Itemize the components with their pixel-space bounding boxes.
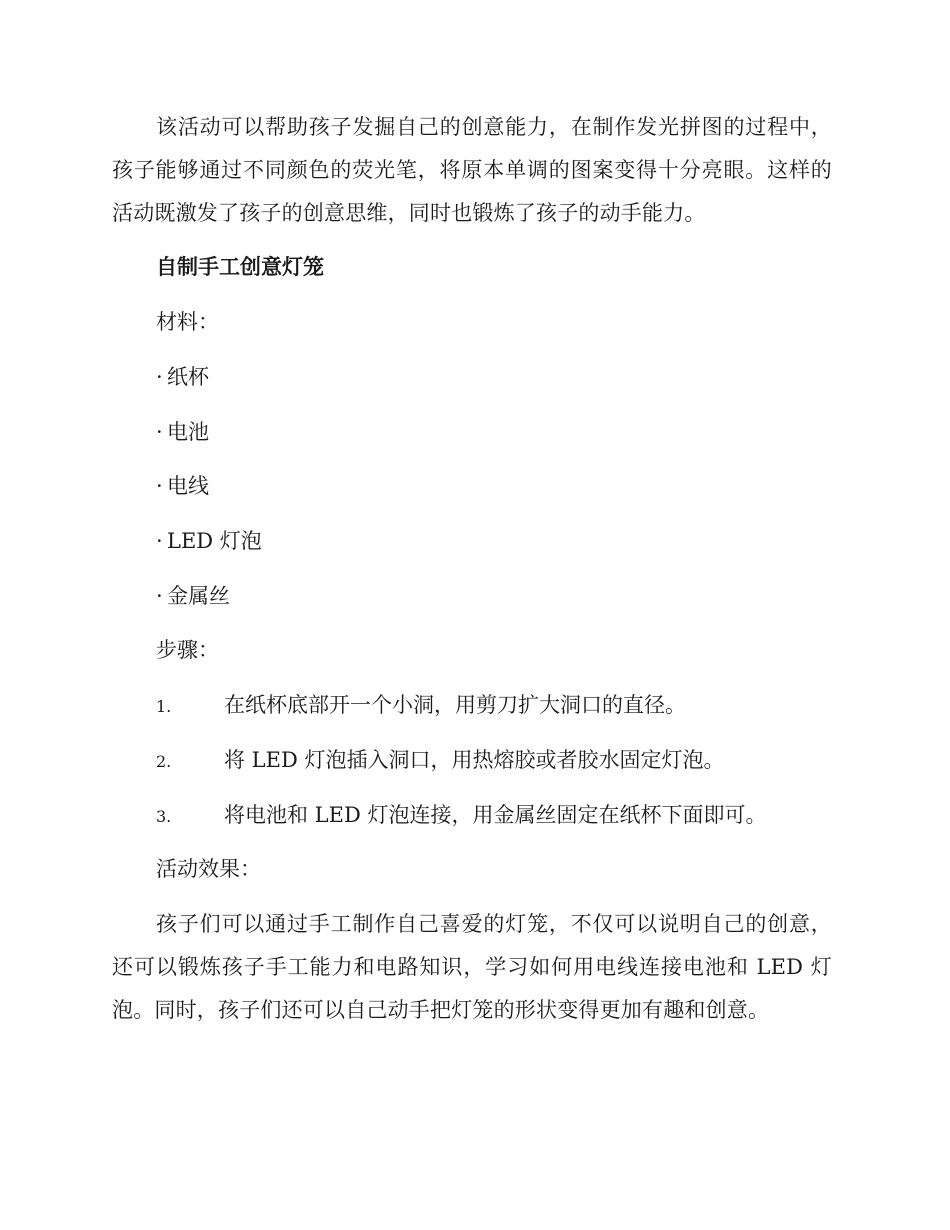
step-text: 将 LED 灯泡插入洞口，用热熔胶或者胶水固定灯泡。 [224,748,725,772]
bullet-icon: · [156,365,163,389]
effect-label: 活动效果： [156,857,261,881]
effect-paragraph: 孩子们可以通过手工制作自己喜爱的灯笼，不仅可以说明自己的创意，还可以锻炼孩子手工能力和电路知识，学习如何用电线连接电池和 LED 灯泡。同时，孩子们还可以自己动手把灯笼的形状变得更加有趣和创意。 [112,912,832,1022]
material-text: 金属丝 [167,584,230,608]
materials-label: 材料： [156,310,219,334]
material-item [156,417,209,447]
bullet-icon: · [156,420,163,444]
bullet-icon: · [156,529,163,553]
section-title: 自制手工创意灯笼 [156,254,324,279]
material-text: 电池 [167,420,209,444]
step-text: 将电池和 LED 灯泡连接，用金属丝固定在纸杯下面即可。 [224,803,767,827]
material-text: LED 灯泡 [167,529,262,553]
material-text: 纸杯 [167,365,209,389]
step-text: 在纸杯底部开一个小洞，用剪刀扩大洞口的直径。 [224,693,686,717]
material-item [156,471,209,501]
step-item [156,800,766,832]
steps-label: 步骤： [156,638,219,662]
bullet-icon: · [156,584,163,608]
step-item [156,690,686,722]
bullet-icon: · [156,474,163,498]
intro-paragraph: 该活动可以帮助孩子发掘自己的创意能力，在制作发光拼图的过程中，孩子能够通过不同颜色的荧光笔，将原本单调的图案变得十分亮眼。这样的活动既激发了孩子的创意思维，同时也锻炼了孩子的动手能力。 [112,115,832,225]
material-item [156,526,262,556]
step-number: 3. [156,807,172,826]
step-number: 1. [156,697,172,716]
step-number: 2. [156,752,172,771]
material-item [156,581,230,611]
step-item [156,745,724,777]
material-item [156,362,209,392]
material-text: 电线 [167,474,209,498]
